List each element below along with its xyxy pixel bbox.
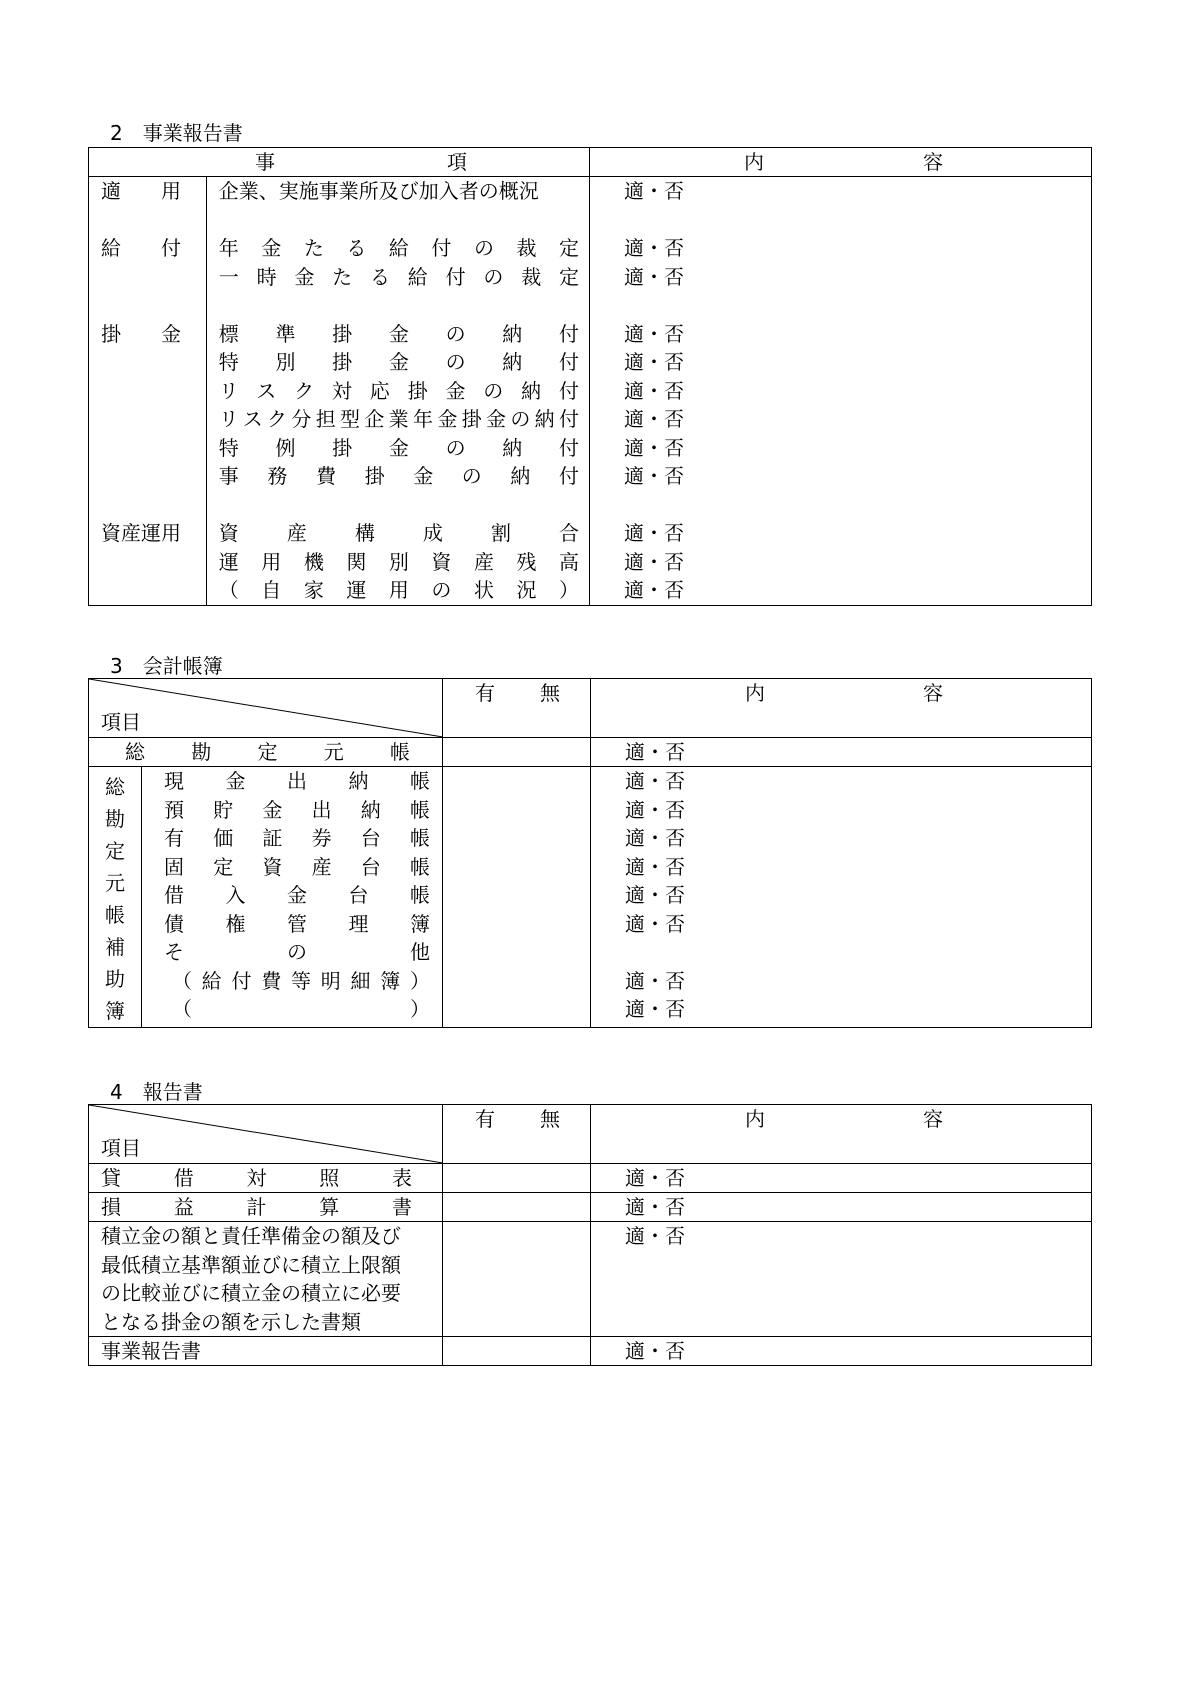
item-asset-ratio: 資産構成割合 <box>218 521 579 545</box>
category-column <box>89 177 207 605</box>
check-mark: 適・否 <box>625 1339 685 1363</box>
general-ledger: 総勘定元帳 <box>125 740 410 764</box>
check-mark: 適・否 <box>624 407 684 431</box>
check-mark: 適・否 <box>625 854 685 879</box>
content-column <box>591 767 1092 1028</box>
category-kyufu: 給 付 <box>101 236 181 260</box>
umu-header: 有 無 <box>443 1105 591 1164</box>
check-mark: 適・否 <box>625 1166 685 1190</box>
reports-table <box>88 1104 1092 1366</box>
check-mark: 適・否 <box>624 264 684 289</box>
income-statement: 損益計算書 <box>101 1195 412 1219</box>
item-asset-balance: 運用機関別資産残高 <box>218 549 579 574</box>
blank-entry: （ ） <box>172 997 430 1021</box>
umu-header: 有 無 <box>443 679 591 738</box>
check-mark: 適・否 <box>625 911 685 936</box>
balance-sheet: 貸借対照表 <box>101 1166 412 1190</box>
check-mark: 適・否 <box>625 997 685 1021</box>
item-risk-payment: リスク対応掛金の納付 <box>218 378 579 403</box>
check-mark: 適・否 <box>624 578 684 602</box>
check-mark: 適・否 <box>624 179 684 203</box>
fixed-asset-book: 固定資産台帳 <box>164 854 430 879</box>
check-mark: 適・否 <box>624 521 684 545</box>
others: その他 <box>164 940 430 964</box>
reserve-comparison-doc: 積立金の額と責任準備金の額及び 最低積立基準額並びに積立上限額 の比較並びに積立金の積立に必要 となる掛金の額を示した書類 <box>89 1222 443 1337</box>
category-tekiyo: 適 用 <box>101 179 181 203</box>
check-mark: 適・否 <box>624 321 684 346</box>
check-mark: 適・否 <box>625 740 685 764</box>
loan-book: 借入金台帳 <box>164 883 430 907</box>
item-overview: 企業、実施事業所及び加入者の概況 <box>218 179 539 203</box>
content-header: 内 容 <box>591 679 1092 738</box>
category-kakekin: 掛 金 <box>101 321 181 346</box>
item-exceptional-payment: 特例掛金の納付 <box>218 435 579 460</box>
check-mark: 適・否 <box>624 378 684 403</box>
check-mark: 適・否 <box>625 968 685 993</box>
item-pension-ruling: 年金たる給付の裁定 <box>218 236 579 260</box>
benefit-detail-book: （給付費等明細簿） <box>172 968 430 993</box>
item-lumpsum-ruling: 一時金たる給付の裁定 <box>218 264 579 289</box>
item-label: 項目 <box>101 1136 141 1160</box>
item-standard-payment: 標準掛金の納付 <box>218 321 579 346</box>
check-mark: 適・否 <box>625 826 685 850</box>
item-admin-payment: 事務費掛金の納付 <box>218 464 579 488</box>
check-mark: 適・否 <box>625 1224 685 1248</box>
securities-book: 有価証券台帳 <box>164 826 430 850</box>
item-label: 項目 <box>101 710 141 734</box>
check-mark: 適・否 <box>624 464 684 488</box>
diagonal-header <box>89 679 443 738</box>
item-self-management: （自家運用の状況） <box>218 578 579 602</box>
check-mark: 適・否 <box>625 1195 685 1219</box>
category-shisan: 資産運用 <box>101 521 181 545</box>
item-header: 事 項 <box>89 148 590 177</box>
content-header: 内 容 <box>591 1105 1092 1164</box>
business-report-table <box>88 147 1092 606</box>
section-3-title: 3 会計帳簿 <box>110 654 223 678</box>
subsidiary-ledger-label: 総勘定元帳補助簿 <box>89 767 142 1028</box>
check-mark: 適・否 <box>624 549 684 574</box>
check-mark: 適・否 <box>624 350 684 374</box>
section-2-title: 2 事業報告書 <box>110 121 243 145</box>
check-mark: 適・否 <box>624 435 684 460</box>
diagonal-header <box>89 1105 443 1164</box>
section-4-title: 4 報告書 <box>110 1080 203 1104</box>
business-report: 事業報告書 <box>101 1339 201 1363</box>
content-header: 内 容 <box>590 148 1092 177</box>
subsidiary-items <box>142 767 443 1028</box>
cash-book: 現金出納帳 <box>164 769 430 793</box>
accounting-books-table <box>88 678 1092 1028</box>
item-risk-sharing-payment: リスク分担型企業年金掛金の納付 <box>218 407 579 431</box>
check-mark: 適・否 <box>625 769 685 793</box>
item-special-payment: 特別掛金の納付 <box>218 350 579 374</box>
deposit-book: 預貯金出納帳 <box>164 797 430 822</box>
receivables-book: 債権管理簿 <box>164 911 430 936</box>
check-mark: 適・否 <box>624 236 684 260</box>
content-column <box>590 177 1092 606</box>
check-mark: 適・否 <box>625 883 685 907</box>
item-column <box>207 177 589 605</box>
check-mark: 適・否 <box>625 797 685 822</box>
